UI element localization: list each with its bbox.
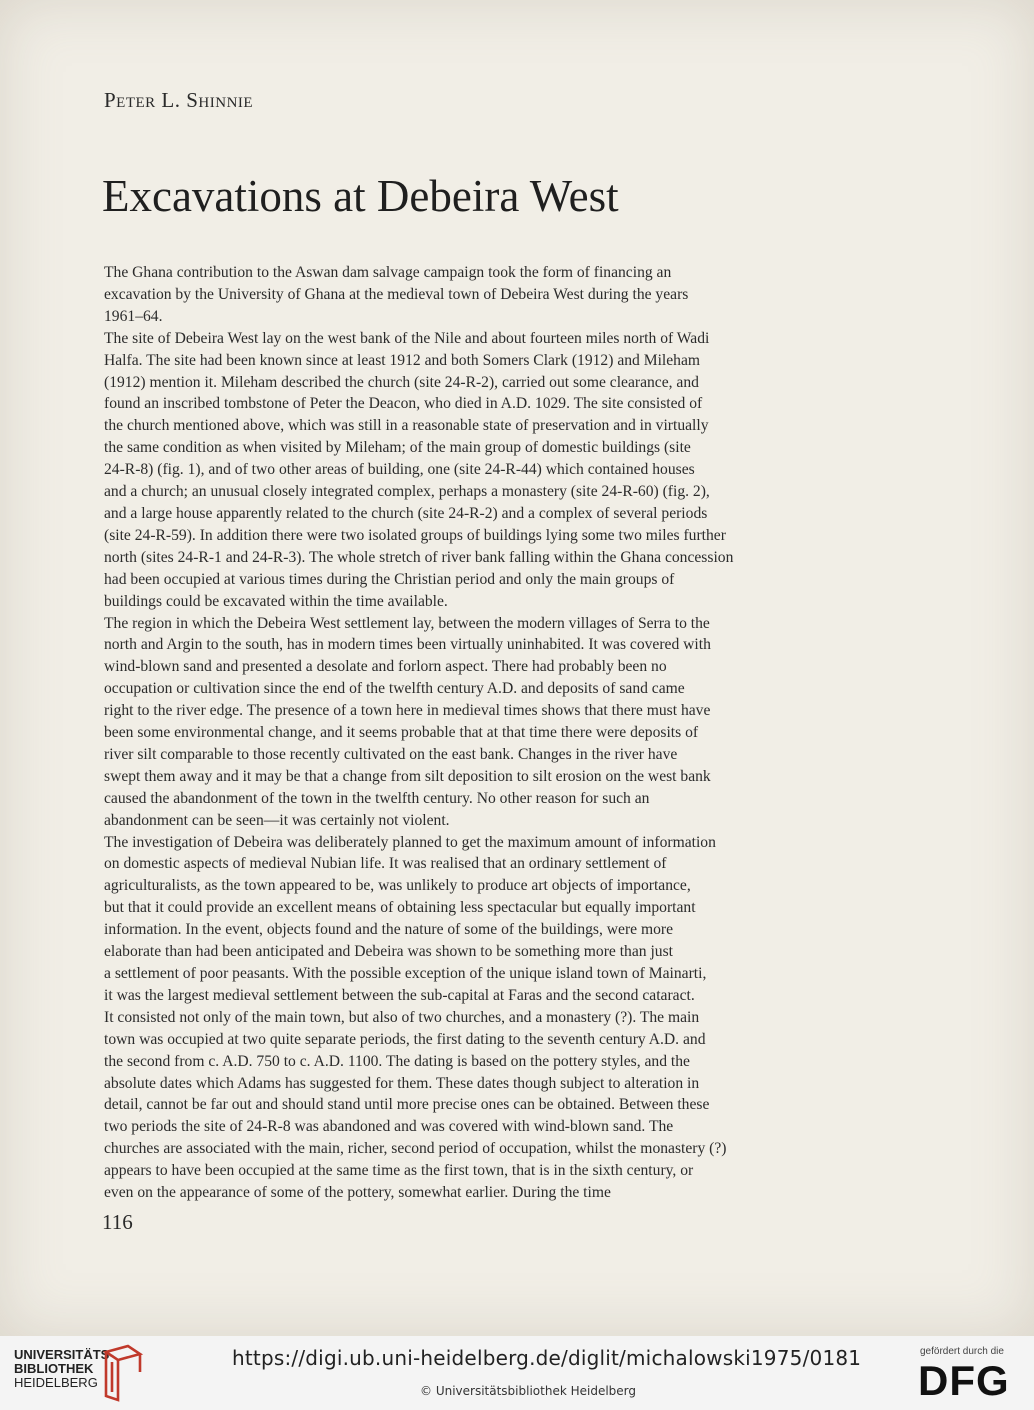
text-line: right to the river edge. The presence of a town here in medieval times shows that there must have	[104, 702, 711, 720]
text-line: 1961–64.	[104, 307, 163, 325]
text-line: excavation by the University of Ghana at the medieval town of Debeira West during the years	[104, 285, 689, 303]
text-line: two periods the site of 24-R-8 was abandoned and was covered with wind-blown sand. The	[104, 1118, 674, 1136]
text-line: the same condition as when visited by Mileham; of the main group of domestic buildings (site	[104, 439, 691, 457]
text-line: the second from c. A.D. 750 to c. A.D. 1100. The dating is based on the pottery styles, and the	[104, 1052, 690, 1070]
text-line: information. In the event, objects found and the nature of some of the buildings, were more	[104, 921, 674, 939]
text-line: occupation or cultivation since the end of the twelfth century A.D. and deposits of sand came	[104, 680, 685, 698]
text-line: It consisted not only of the main town, but also of two churches, and a monastery (?). The main	[104, 1008, 700, 1026]
text-line: churches are associated with the main, richer, second period of occupation, whilst the monastery (?)	[104, 1140, 727, 1158]
text-line: abandonment can be seen—it was certainly not violent.	[104, 811, 450, 829]
text-line: and a large house apparently related to the church (site 24-R-2) and a complex of several periods	[104, 504, 708, 522]
text-line: buildings could be excavated within the time available.	[104, 592, 448, 610]
text-line: and a church; an unusual closely integrated complex, perhaps a monastery (site 24-R-60) (fig. 2),	[104, 483, 710, 501]
article-body	[104, 262, 844, 1204]
text-line: even on the appearance of some of the pottery, somewhat earlier. During the time	[104, 1184, 611, 1202]
text-line: but that it could provide an excellent means of obtaining less spectacular but equally important	[104, 899, 696, 917]
text-line: river silt comparable to those recently cultivated on the east bank. Changes in the river have	[104, 745, 678, 763]
viewer-footer	[0, 1336, 1034, 1410]
text-line: wind-blown sand and presented a desolate and forlorn aspect. There had probably been no	[104, 658, 667, 676]
text-line: found an inscribed tombstone of Peter the Deacon, who died in A.D. 1029. The site consisted of	[104, 395, 703, 413]
author-name: Peter L. Shinnie	[104, 88, 254, 112]
library-name-line2: BIBLIOTHEK	[14, 1361, 94, 1376]
page-number: 116	[102, 1210, 133, 1234]
text-line: elaborate than had been anticipated and Debeira was shown to be something more than just	[104, 943, 673, 961]
text-line: The investigation of Debeira was deliberately planned to get the maximum amount of information	[104, 833, 716, 851]
text-line: The Ghana contribution to the Aswan dam salvage campaign took the form of financing an	[104, 264, 672, 281]
text-line: caused the abandonment of the town in the twelfth century. No other reason for such an	[104, 789, 650, 807]
text-line: detail, cannot be far out and should stand until more precise ones can be obtained. Between these	[104, 1096, 710, 1114]
library-name-line3: HEIDELBERG	[14, 1375, 98, 1390]
text-line: 24-R-8) (fig. 1), and of two other areas of building, one (site 24-R-44) which contained houses	[104, 461, 695, 479]
dfg-logo[interactable]: DFG	[918, 1357, 1010, 1404]
library-name-line1: UNIVERSITÄTS-	[14, 1347, 114, 1362]
text-line: been some environmental change, and it seems probable that at that time there were deposits of	[104, 724, 699, 742]
text-line: had been occupied at various times during the Christian period and only the main groups of	[104, 570, 675, 588]
text-line: appears to have been occupied at the same time as the first town, that is in the sixth century, or	[104, 1162, 694, 1180]
text-line: Halfa. The site had been known since at least 1912 and both Somers Clark (1912) and Mileham	[104, 351, 701, 369]
text-line: it was the largest medieval settlement between the sub-capital at Faras and the second cataract.	[104, 986, 695, 1004]
text-line: swept them away and it may be that a change from silt deposition to silt erosion on the west bank	[104, 767, 711, 785]
text-line: The region in which the Debeira West settlement lay, between the modern villages of Serra to the	[104, 614, 710, 632]
permalink-url[interactable]: https://digi.ub.uni-heidelberg.de/diglit/michalowski1975/0181	[232, 1346, 862, 1370]
funded-by-label: gefördert durch die	[920, 1346, 1004, 1357]
text-line: The site of Debeira West lay on the west bank of the Nile and about fourteen miles north of Wadi	[104, 329, 710, 347]
text-line: north (sites 24-R-1 and 24-R-3). The whole stretch of river bank falling within the Ghana concession	[104, 548, 734, 566]
text-line: the church mentioned above, which was still in a reasonable state of preservation and in virtually	[104, 417, 709, 435]
copyright-notice: © Universitätsbibliothek Heidelberg	[420, 1384, 637, 1398]
text-line: on domestic aspects of medieval Nubian life. It was realised that an ordinary settlement of	[104, 855, 667, 873]
text-line: town was occupied at two quite separate periods, the first dating to the seventh century A.D. and	[104, 1030, 706, 1048]
text-line: (1912) mention it. Mileham described the church (site 24-R-2), carried out some clearance, and	[104, 373, 699, 391]
text-line: agriculturalists, as the town appeared to be, was unlikely to produce art objects of importance,	[104, 877, 691, 895]
text-line: (site 24-R-59). In addition there were two isolated groups of buildings lying some two miles further	[104, 526, 726, 544]
article-title: Excavations at Debeira West	[102, 171, 619, 221]
text-line: a settlement of poor peasants. With the possible exception of the unique island town of Mainarti,	[104, 965, 707, 982]
text-line: north and Argin to the south, has in modern times been virtually uninhabited. It was covered with	[104, 636, 711, 654]
text-line: absolute dates which Adams has suggested for them. These dates though subject to alteration in	[104, 1074, 700, 1092]
library-logo-icon[interactable]	[100, 1342, 146, 1402]
library-logo-text[interactable]	[14, 1348, 114, 1390]
